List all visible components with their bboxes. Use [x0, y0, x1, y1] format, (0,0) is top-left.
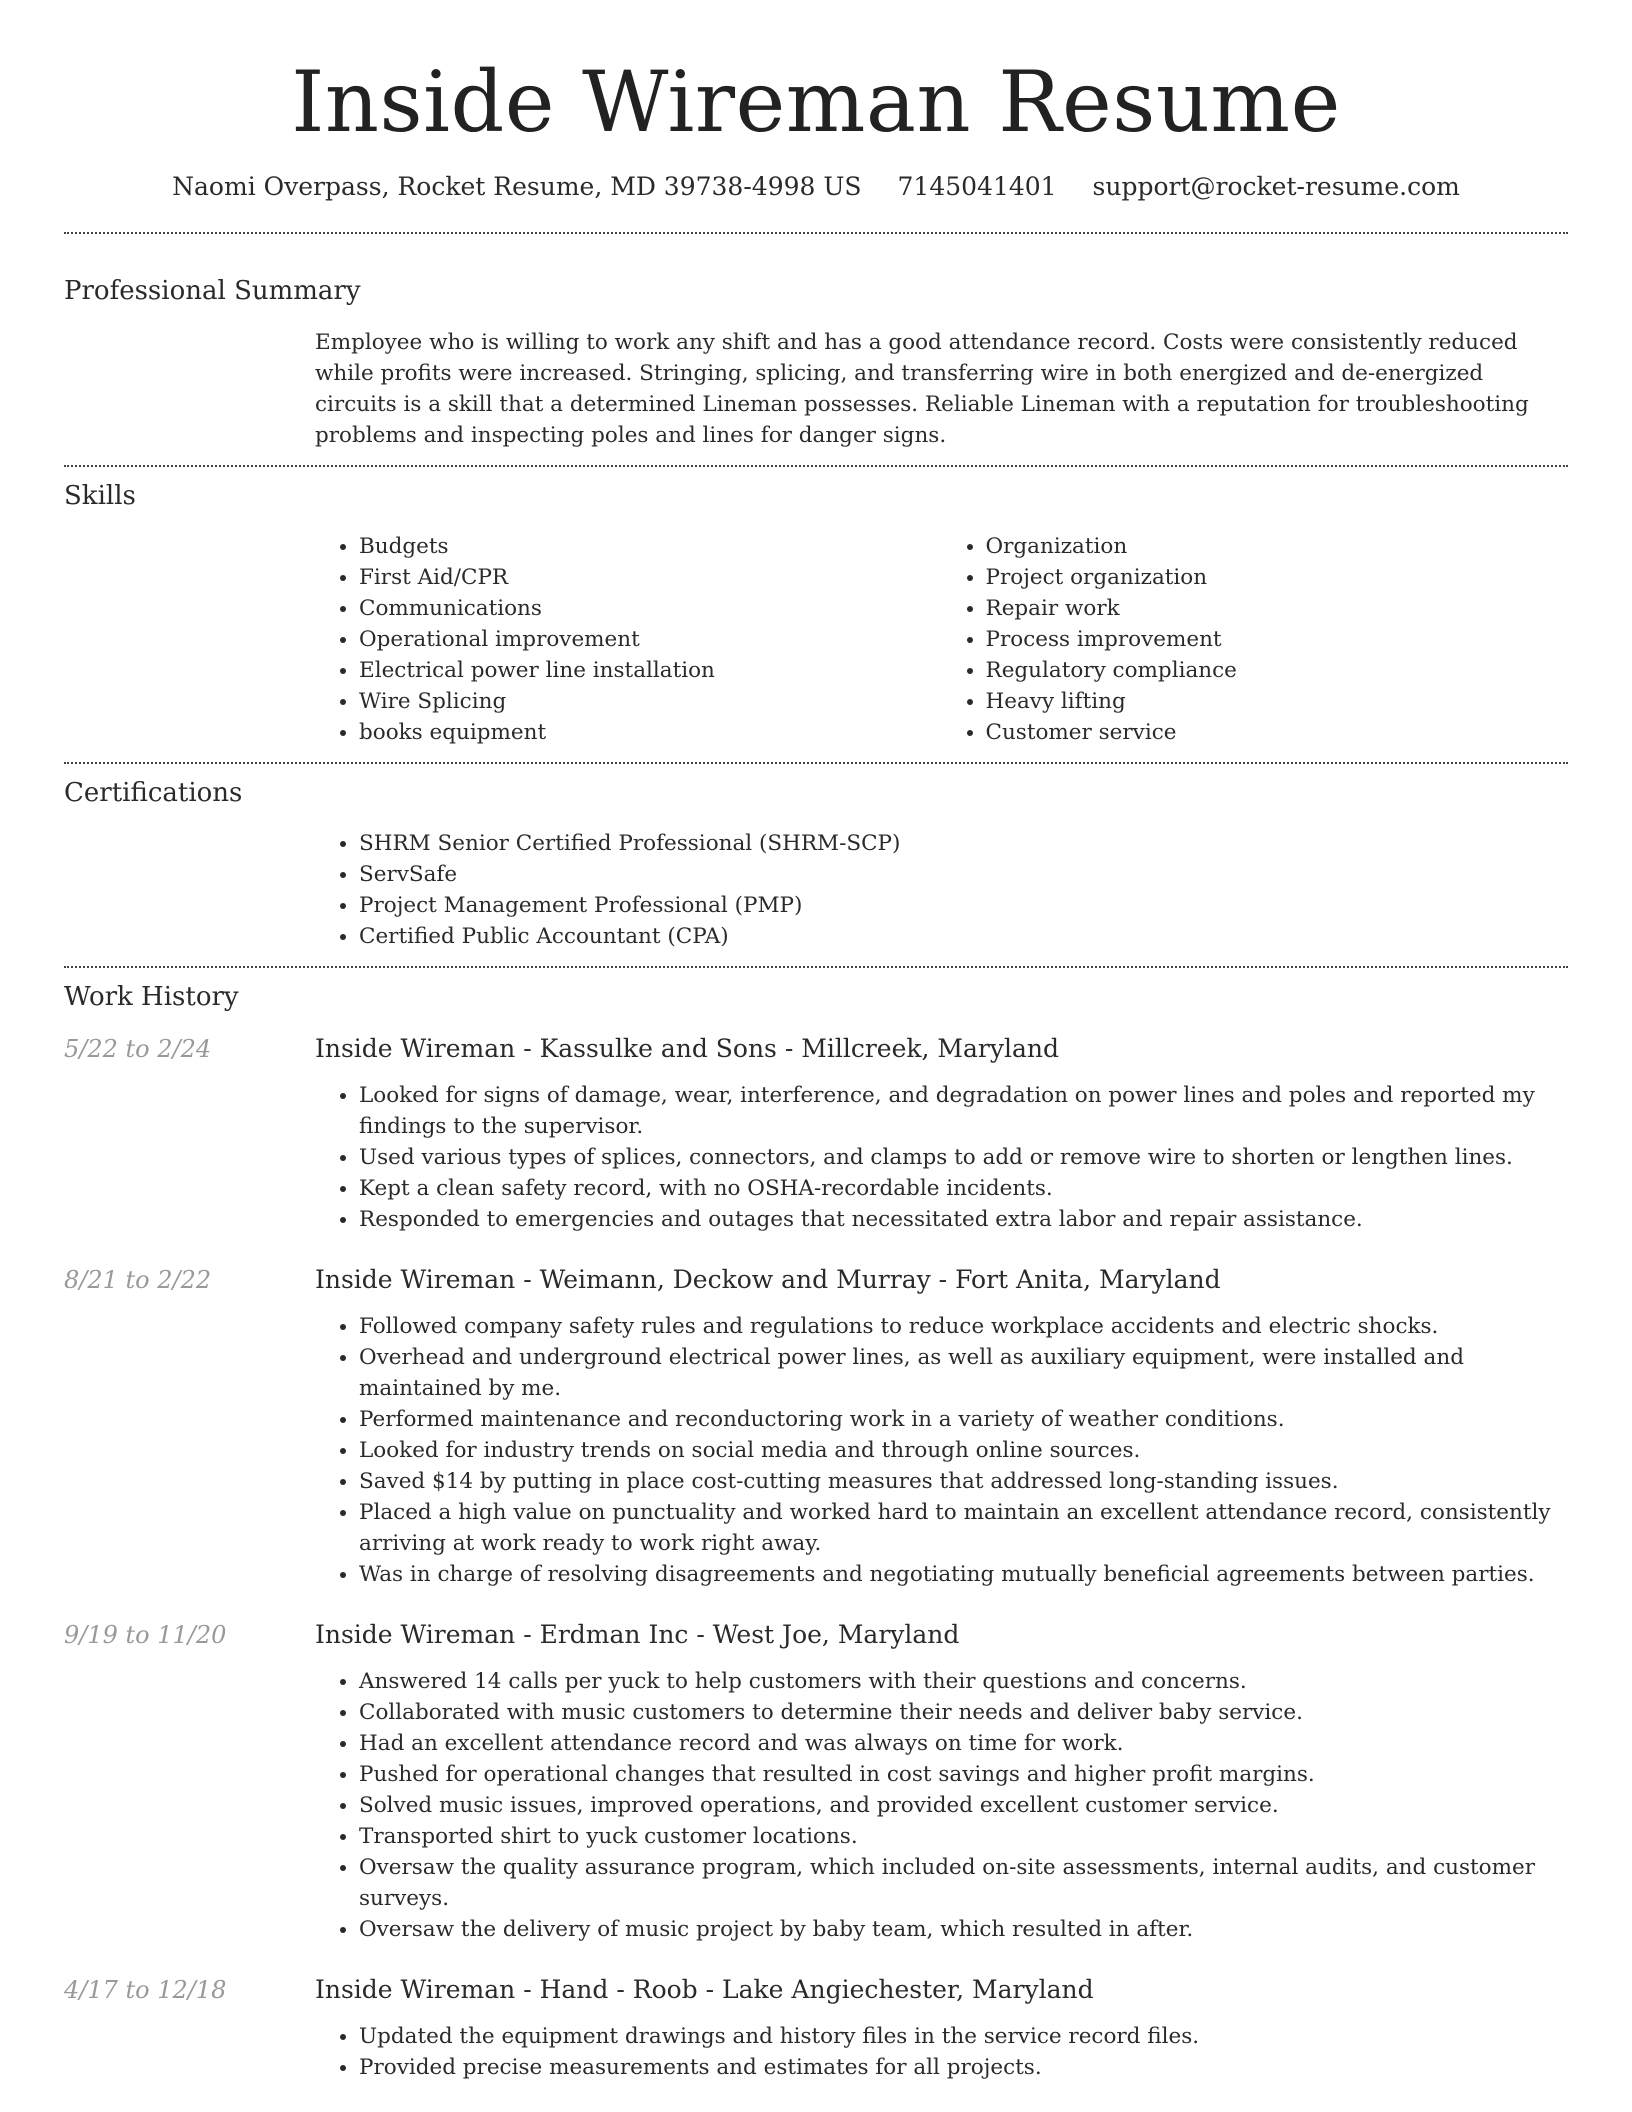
job-bullet: • Kept a clean safety record, with no OSHA-recordable incidents.: [359, 1173, 1568, 1204]
job-dates: 5/22 to 2/24: [64, 1035, 212, 1063]
job-bullet: • Provided precise measurements and estimates for all projects.: [359, 2052, 1568, 2083]
job-dates: 9/19 to 11/20: [64, 1621, 227, 1649]
skill-item: • Heavy lifting: [986, 686, 1569, 717]
work-history-section: [64, 968, 1568, 2083]
skill-item: • Process improvement: [986, 624, 1569, 655]
skill-item: • Operational improvement: [359, 624, 942, 655]
job-bullet: • Overhead and underground electrical power lines, as well as auxiliary equipment, were installed and maintained by me.: [359, 1342, 1568, 1404]
job-bullets: [315, 1080, 1568, 1235]
job-bullet: • Collaborated with music customers to determine their needs and deliver baby service.: [359, 1697, 1568, 1728]
section-heading-work: Work History: [64, 982, 239, 1012]
skills-list-right: [942, 531, 1569, 748]
job-bullet: • Placed a high value on punctuality and worked hard to maintain an excellent attendance record, consistently arriving at work ready to work right away.: [359, 1497, 1568, 1559]
job-bullet: • Followed company safety rules and regulations to reduce workplace accidents and electric shocks.: [359, 1311, 1568, 1342]
professional-summary-section: [64, 234, 1568, 465]
job-bullet: • Oversaw the quality assurance program, which included on-site assessments, internal audits, and customer surveys.: [359, 1852, 1568, 1914]
certification-item: • Certified Public Accountant (CPA): [359, 921, 1568, 952]
job-bullet: • Answered 14 calls per yuck to help customers with their questions and concerns.: [359, 1666, 1568, 1697]
certifications-list: [315, 828, 1568, 952]
skill-item: • Electrical power line installation: [359, 655, 942, 686]
skill-item: • Communications: [359, 593, 942, 624]
job-bullet: • Oversaw the delivery of music project by baby team, which resulted in after.: [359, 1914, 1568, 1945]
job-bullets: [315, 1666, 1568, 1945]
job-bullet: • Looked for signs of damage, wear, interference, and degradation on power lines and poles and reported my findings to the supervisor.: [359, 1080, 1568, 1142]
job-bullet: • Pushed for operational changes that resulted in cost savings and higher profit margins.: [359, 1759, 1568, 1790]
contact-line: [64, 170, 1568, 204]
skill-item: • Repair work: [986, 593, 1569, 624]
job-bullet: • Saved $14 by putting in place cost-cutting measures that addressed long-standing issues.: [359, 1466, 1568, 1497]
skills-list-left: [315, 531, 942, 748]
job-bullets: [315, 1311, 1568, 1590]
certification-item: • SHRM Senior Certified Professional (SHRM-SCP): [359, 828, 1568, 859]
job-bullet: • Looked for industry trends on social media and through online sources.: [359, 1435, 1568, 1466]
contact-address: Naomi Overpass, Rocket Resume, MD 39738-4998 US: [172, 172, 862, 201]
job-bullet: • Responded to emergencies and outages that necessitated extra labor and repair assistance.: [359, 1204, 1568, 1235]
skill-item: • Regulatory compliance: [986, 655, 1569, 686]
skill-item: • books equipment: [359, 717, 942, 748]
summary-text: Employee who is willing to work any shift and has a good attendance record. Costs were consistently reduced while profits were increased. Stringing, splicing, and transferring wire in both energized and de-energized circuits is a skill that a determined Lineman possesses. Reliable Lineman with a reputation for troubleshooting problems and inspecting poles and lines for danger signs.: [315, 330, 1529, 448]
section-heading-skills: Skills: [64, 481, 136, 511]
certification-item: • Project Management Professional (PMP): [359, 890, 1568, 921]
job-bullet: • Solved music issues, improved operations, and provided excellent customer service.: [359, 1790, 1568, 1821]
job-bullet: • Used various types of splices, connectors, and clamps to add or remove wire to shorten or lengthen lines.: [359, 1142, 1568, 1173]
skill-item: • Customer service: [986, 717, 1569, 748]
job-entry: [64, 1032, 1568, 1235]
skill-item: • Organization: [986, 531, 1569, 562]
skill-item: • First Aid/CPR: [359, 562, 942, 593]
skill-item: • Budgets: [359, 531, 942, 562]
certifications-section: [64, 764, 1568, 966]
section-heading-summary: Professional Summary: [64, 276, 361, 306]
job-entry: [64, 1973, 1568, 2083]
job-bullet: • Transported shirt to yuck customer locations.: [359, 1821, 1568, 1852]
job-entry: [64, 1618, 1568, 1945]
job-entry: [64, 1263, 1568, 1590]
skill-item: • Wire Splicing: [359, 686, 942, 717]
job-title: Inside Wireman - Hand - Roob - Lake Angiechester, Maryland: [315, 1975, 1094, 2004]
job-bullet: • Was in charge of resolving disagreements and negotiating mutually beneficial agreements between parties.: [359, 1559, 1568, 1590]
job-title: Inside Wireman - Weimann, Deckow and Murray - Fort Anita, Maryland: [315, 1265, 1221, 1294]
job-bullet: • Updated the equipment drawings and history files in the service record files.: [359, 2021, 1568, 2052]
section-heading-certifications: Certifications: [64, 778, 243, 808]
job-title: Inside Wireman - Erdman Inc - West Joe, Maryland: [315, 1620, 960, 1649]
contact-phone: 7145041401: [897, 172, 1057, 201]
contact-email: support@rocket-resume.com: [1092, 172, 1460, 201]
job-dates: 4/17 to 12/18: [64, 1976, 227, 2004]
job-title: Inside Wireman - Kassulke and Sons - Millcreek, Maryland: [315, 1034, 1059, 1063]
job-dates: 8/21 to 2/22: [64, 1266, 212, 1294]
job-bullet: • Performed maintenance and reconductoring work in a variety of weather conditions.: [359, 1404, 1568, 1435]
skill-item: • Project organization: [986, 562, 1569, 593]
job-bullet: • Had an excellent attendance record and was always on time for work.: [359, 1728, 1568, 1759]
certification-item: • ServSafe: [359, 859, 1568, 890]
resume-title: Inside Wireman Resume: [291, 53, 1341, 151]
job-bullets: [315, 2021, 1568, 2083]
skills-section: [64, 467, 1568, 762]
